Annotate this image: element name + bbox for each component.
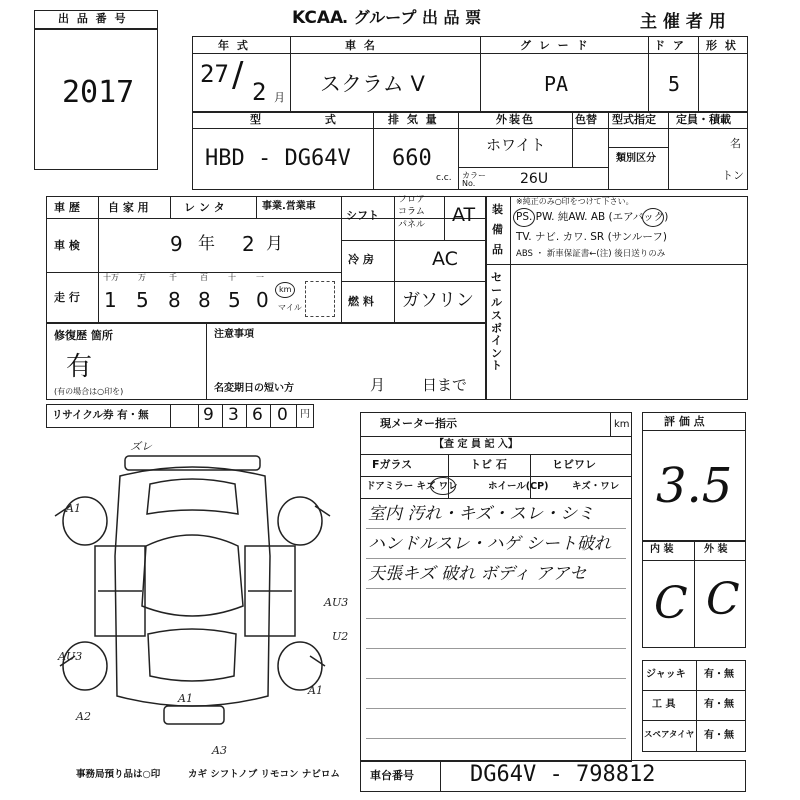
keep-label: 事務局預り品は○印 [76, 769, 161, 780]
mileage-unit-1: 万 [138, 273, 146, 282]
recycle-label: リサイクル券 有・無 [52, 409, 149, 421]
note-line-2: ハンドルスレ・ハゲ シート破れ [368, 534, 611, 554]
year-value: 27 [200, 60, 229, 88]
mileage-digit-5: 0 [256, 288, 269, 312]
color-no-label: カラー No. [462, 171, 486, 188]
form-title: . グループ 出 品 票 [342, 8, 482, 27]
color-label: 外装色 [496, 113, 535, 126]
mark-zure: ズレ [130, 440, 152, 453]
lot-number-label: 出 品 番 号 [58, 12, 128, 25]
mark-a1-right: A1 [308, 684, 323, 697]
defect-row2-col2: ホイール(CP) [488, 481, 549, 492]
year-label: 年 式 [218, 39, 250, 52]
mileage-unit-5: 一 [256, 273, 264, 282]
score-label: 評 価 点 [664, 415, 705, 428]
shift-panel: パネル [398, 220, 426, 230]
repair-value: 有 [66, 352, 93, 382]
shaken-month: 2 [242, 232, 255, 256]
month-unit: 月 [274, 91, 285, 104]
recycle-digit-3: 0 [277, 405, 288, 425]
shift-value: AT [452, 204, 476, 226]
mark-a1-bottom: A1 [178, 692, 193, 705]
grade-label: グ レ ー ド [520, 39, 590, 52]
recycle-digit-1: 3 [228, 405, 239, 425]
ps-circle [513, 208, 535, 227]
mileage-unit-3: 百 [200, 273, 208, 282]
lot-number: 2017 [62, 75, 135, 110]
equipment-label: 装 備 品 [492, 203, 503, 256]
shaken-year-unit: 年 [198, 234, 215, 254]
shift-column: コラム [398, 207, 425, 217]
mileage-digit-2: 8 [168, 288, 181, 312]
date-slash: / [232, 55, 244, 95]
fuel-label: 燃 料 [348, 295, 374, 308]
class-label: 類別区分 [616, 153, 656, 164]
mileage-digit-3: 8 [198, 288, 211, 312]
model-label: 型 式 [250, 113, 366, 126]
equipment-note: ※純正のみ○印をつけて下さい。 [516, 197, 634, 206]
fuel-value: ガソリン [402, 290, 474, 311]
rename-label: 名変期日の短い方 [214, 383, 294, 394]
history-business: 事業.営業車 [262, 201, 316, 212]
capacity-label: 定員・積載 [676, 113, 731, 126]
mileage-digit-4: 5 [228, 288, 241, 312]
interior-label: 内 装 [650, 544, 674, 555]
ab-circle [642, 208, 664, 227]
shaken-label: 車 検 [54, 239, 80, 252]
kizu-circle [430, 477, 456, 495]
mark-au3-left: AU3 [58, 650, 83, 663]
defect-row1-col1: Fガラス [372, 458, 413, 471]
mileage-unit-4: 十 [228, 273, 236, 282]
spare-yesno: 有・無 [704, 730, 734, 741]
shift-label: シフト [346, 209, 379, 222]
score-value: 3.5 [656, 458, 733, 514]
mileage-digit-1: 5 [136, 288, 149, 312]
note-line-1: 室内 汚れ・キズ・スレ・シミ [368, 504, 595, 524]
recycle-digit-0: 9 [203, 405, 214, 425]
jack-yesno: 有・無 [704, 669, 734, 680]
defect-row1-col3: ヒビワレ [552, 458, 596, 471]
month-value: 2 [252, 78, 267, 106]
note-label: 注意事項 [214, 329, 254, 340]
capacity-unit-persons: 名 [730, 137, 741, 150]
note-line-3: 天張キズ 破れ ボディ アアセ [368, 564, 587, 584]
mileage-unit-2: 千 [169, 273, 177, 282]
body-label: 形 状 [706, 39, 738, 52]
meter-unit: km [614, 419, 630, 430]
equipment-line3: ABS ・ 新車保証書←(注) 後日送りのみ [516, 249, 666, 259]
repair-sub: (有の場合は○印を) [54, 387, 124, 396]
keep-items: カギ シフトノブ リモコン ナビロム [188, 769, 340, 780]
vehicle-name: スクラム V [320, 72, 425, 96]
disp-unit: c.c. [436, 173, 452, 183]
color-value: ホワイト [486, 136, 546, 154]
tool-label: 工 具 [652, 699, 676, 710]
meter-label: 現メーター指示 [380, 417, 457, 430]
recycle-digit-2: 6 [252, 405, 263, 425]
exterior-label: 外 装 [704, 544, 728, 555]
rename-day: 日まで [422, 376, 468, 394]
sales-point-label: セールスポイント [491, 271, 502, 373]
exterior-grade: C [706, 574, 740, 625]
defect-row1-col2: トビ 石 [470, 458, 507, 471]
defect-row2-col1: ドアミラー キズ ワレ [366, 481, 458, 492]
history-label: 車 歴 [54, 201, 80, 214]
ac-label: 冷 房 [348, 253, 374, 266]
spare-label: スペアタイヤ [644, 730, 695, 740]
mark-a2: A2 [76, 710, 91, 723]
equipment-line2: TV. ナビ. カワ. SR (サンルーフ) [516, 231, 667, 243]
name-label: 車 名 [345, 39, 377, 52]
defect-header: 【査 定 員 記 入】 [434, 439, 518, 450]
color-no-value: 26U [520, 171, 549, 187]
disp-value: 660 [392, 146, 432, 171]
mile-label: マイル [278, 303, 302, 312]
door-label: ド ア [654, 39, 686, 52]
mark-a1-top: A1 [66, 502, 81, 515]
shaken-year: 9 [170, 232, 183, 256]
interior-grade: C [654, 578, 688, 629]
recycle-unit: 円 [300, 409, 310, 420]
copy-label: 主 催 者 用 [640, 12, 726, 32]
color-swap-label: 色替 [575, 113, 597, 126]
chassis-number: DG64V - 798812 [470, 762, 656, 787]
history-rental: レ ン タ [184, 201, 225, 214]
defect-row2-col3: キズ・ワレ [572, 481, 620, 492]
equipment-line1: PS. PW. 純AW. AB (エアバック) [516, 211, 669, 223]
repair-label: 修復歴 箇所 [54, 329, 113, 342]
mark-a3: A3 [212, 744, 227, 757]
rename-month: 月 [370, 376, 386, 394]
mark-au3-right: AU3 [324, 596, 349, 609]
shaken-month-unit: 月 [266, 234, 283, 254]
shift-floor: フロア [398, 195, 426, 205]
org-logo: KCAA [292, 8, 344, 28]
capacity-unit-tons: トン [722, 169, 744, 182]
model-value: HBD - DG64V [205, 146, 351, 171]
chassis-label: 車台番号 [370, 769, 414, 782]
mileage-extra-box [305, 281, 335, 317]
tool-yesno: 有・無 [704, 699, 734, 710]
grade-value: PA [544, 72, 569, 96]
mark-u2: U2 [332, 630, 349, 643]
mileage-label: 走 行 [54, 291, 80, 304]
disp-label: 排 気 量 [388, 113, 439, 126]
jack-label: ジャッキ [646, 669, 686, 680]
km-label: km [279, 285, 292, 294]
type-label: 型式指定 [612, 113, 656, 126]
history-private: 自 家 用 [108, 201, 149, 214]
mileage-digit-0: 1 [104, 288, 117, 312]
car-damage-diagram [40, 436, 360, 766]
ac-value: AC [432, 248, 458, 270]
mileage-unit-0: 十万 [103, 273, 119, 282]
door-value: 5 [668, 72, 681, 96]
